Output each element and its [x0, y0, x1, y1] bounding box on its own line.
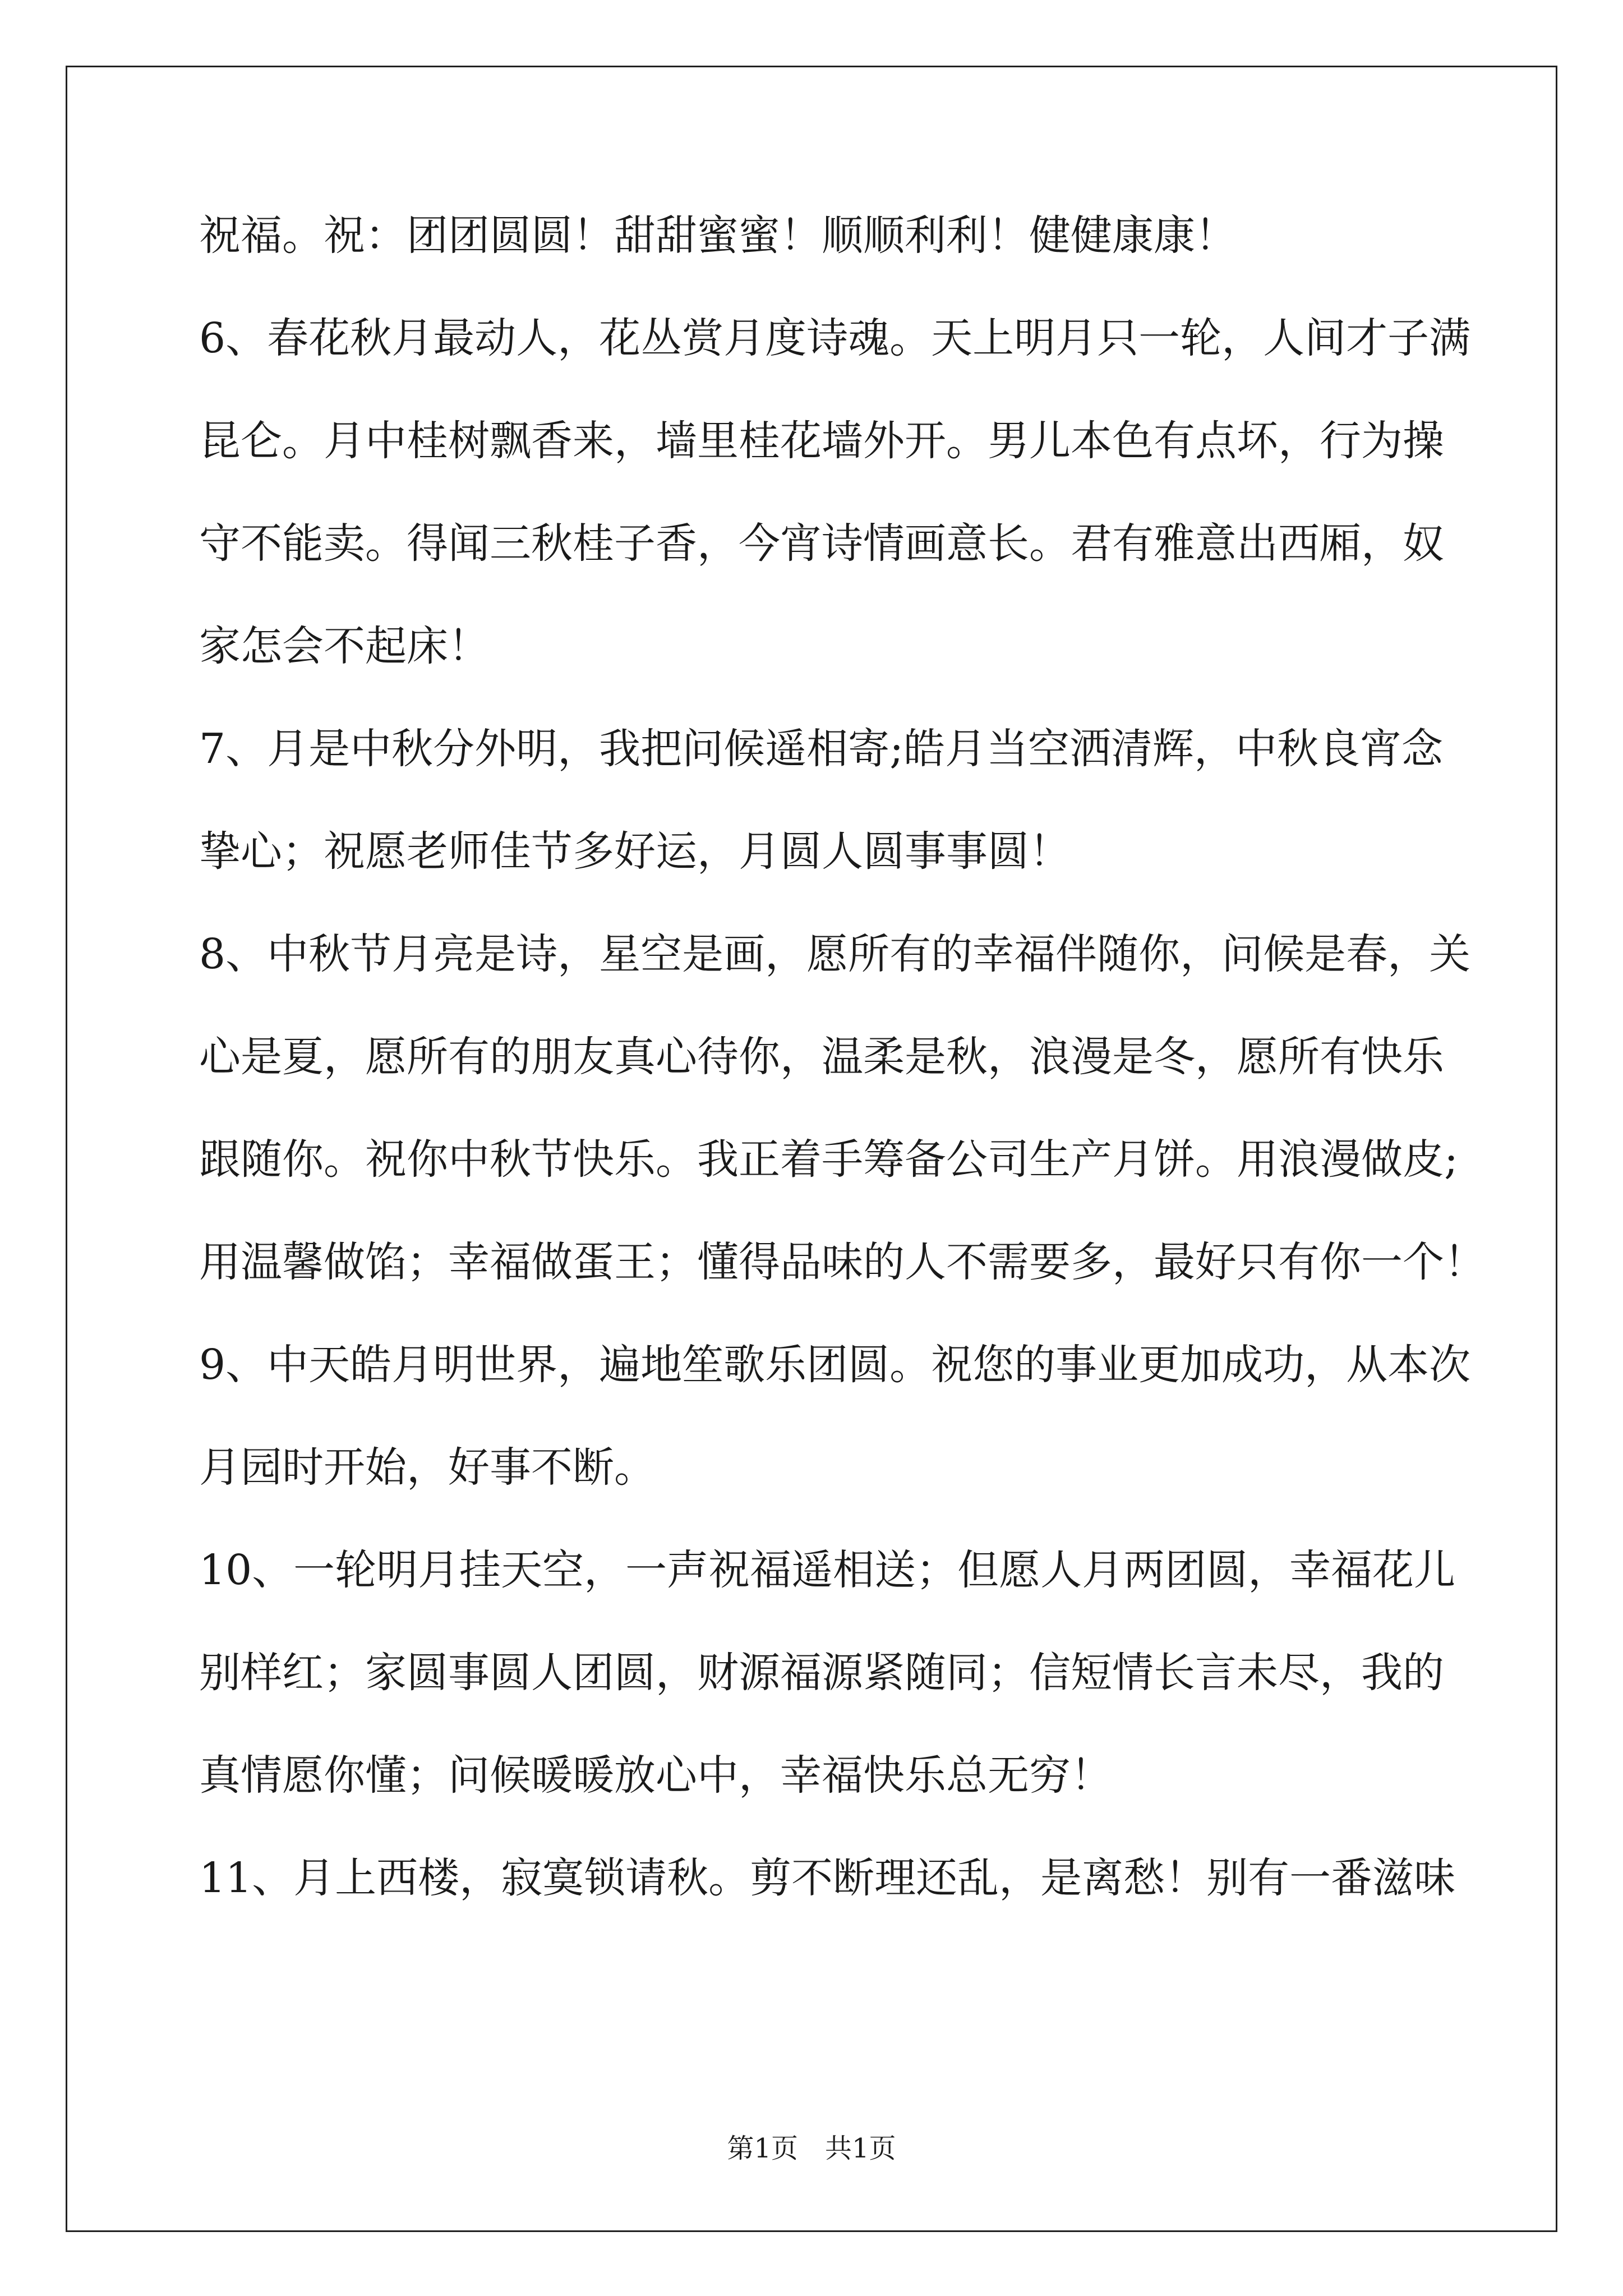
text-line: 别样红；家圆事圆人团圆，财源福源紧随同；信短情长言未尽，我的 [199, 1649, 1444, 1697]
text-line: 真情愿你懂；问候暖暖放心中，幸福快乐总无穷！ [199, 1751, 1112, 1800]
text-line: 8、中秋节月亮是诗，星空是画，愿所有的幸福伴随你，问候是春，关 [199, 930, 1471, 978]
text-line: 月园时开始，好事不断。 [199, 1443, 656, 1492]
text-line: 11、月上西楼，寂寞锁请秋。剪不断理还乱，是离愁！别有一番滋味 [199, 1854, 1456, 1902]
page-number-footer: 第1页 共1页 [727, 2133, 896, 2164]
text-line: 挚心；祝愿老师佳节多好运，月圆人圆事事圆！ [199, 827, 1071, 876]
text-line: 9、中天皓月明世界，遍地笙歌乐团圆。祝您的事业更加成功，从本次 [199, 1341, 1471, 1389]
text-line: 祝福。祝：团团圆圆！甜甜蜜蜜！顺顺利利！健健康康！ [199, 211, 1237, 260]
text-line: 用温馨做馅；幸福做蛋王；懂得品味的人不需要多，最好只有你一个！ [199, 1238, 1486, 1286]
document-body [199, 209, 1486, 1954]
text-line: 7、月是中秋分外明，我把问候遥相寄;皓月当空洒清辉，中秋良宵念 [199, 725, 1444, 773]
text-line: 10、一轮明月挂天空，一声祝福遥相送；但愿人月两团圆，幸福花儿 [199, 1546, 1456, 1594]
text-line: 守不能卖。得闻三秋桂子香，今宵诗情画意长。君有雅意出西厢，奴 [199, 519, 1444, 568]
text-line: 家怎会不起床！ [199, 622, 490, 670]
text-line: 6、春花秋月最动人，花丛赏月度诗魂。天上明月只一轮，人间才子满 [199, 314, 1471, 362]
text-line: 昆仑。月中桂树飘香来，墙里桂花墙外开。男儿本色有点坏，行为操 [199, 417, 1444, 465]
text-line: 心是夏，愿所有的朋友真心待你，温柔是秋，浪漫是冬，愿所有快乐 [199, 1033, 1444, 1081]
text-line: 跟随你。祝你中秋节快乐。我正着手筹备公司生产月饼。用浪漫做皮; [199, 1135, 1458, 1184]
